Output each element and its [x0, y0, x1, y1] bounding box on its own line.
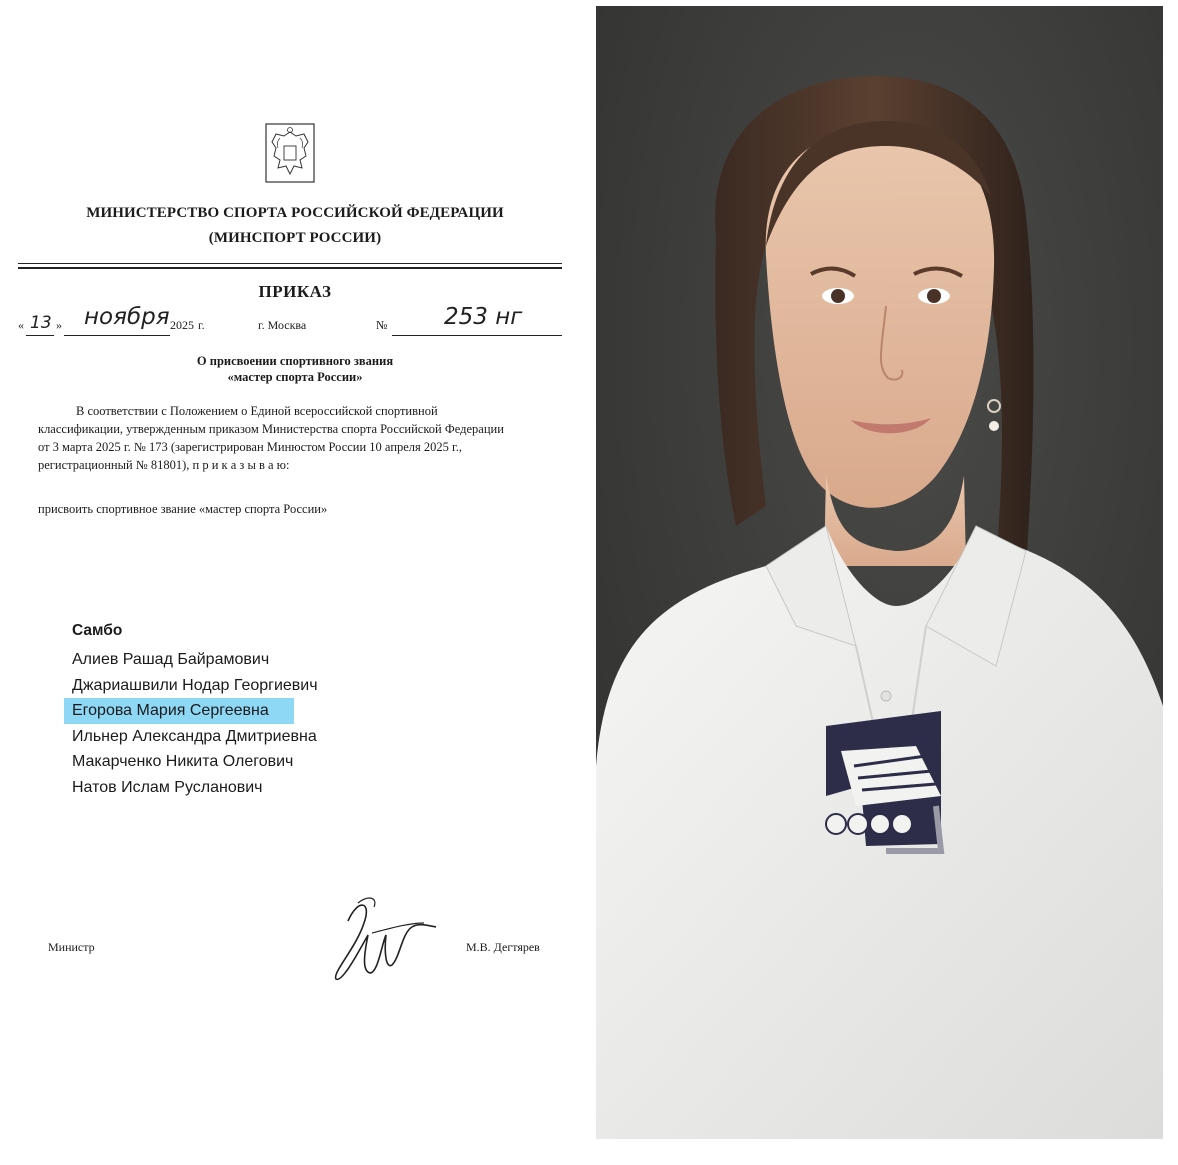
date-day: 13	[30, 313, 52, 333]
athlete-name: Джариашвили Нодар Георгиевич	[72, 676, 318, 694]
minister-label: Министр	[48, 940, 95, 954]
minister-signature	[328, 893, 440, 983]
athlete-name: Макарченко Никита Олегович	[72, 753, 294, 771]
order-city: г. Москва	[258, 318, 307, 332]
header-divider-thick	[18, 267, 562, 269]
athlete-name: Ильнер Александра Дмитриевна	[72, 727, 317, 745]
preamble-line: регистрационный № 81801), п р и к а з ы в а ю:	[38, 458, 290, 472]
avangard-logo-icon	[826, 711, 941, 851]
signer-name: М.В. Дегтярев	[466, 940, 540, 954]
preamble-line: В соответствии с Положением о Единой всероссийской спортивной	[76, 404, 438, 418]
order-subject	[0, 353, 590, 385]
athlete-portrait-photo	[596, 6, 1163, 1139]
preamble-line: классификации, утвержденным приказом Министерства спорта Российской Федерации	[38, 422, 504, 436]
header-divider	[18, 263, 562, 264]
athlete-name: Алиев Рашад Байрамович	[72, 651, 270, 668]
athlete-name: Натов Ислам Русланович	[72, 778, 263, 796]
athlete-list	[72, 647, 318, 801]
ministry-name: МИНИСТЕРСТВО СПОРТА РОССИЙСКОЙ ФЕДЕРАЦИИ	[86, 205, 504, 221]
date-year: 2025	[170, 318, 194, 332]
assign-text: присвоить спортивное звание «мастер спорта России»	[38, 502, 328, 516]
date-year-suffix: г.	[198, 318, 205, 332]
order-number: 253 нг	[444, 304, 523, 330]
order-date-line	[0, 304, 590, 340]
subject-line: О присвоении спортивного звания	[196, 354, 394, 368]
athlete-name-highlighted: Егорова Мария Сергеевна	[64, 698, 294, 724]
date-close-quote: »	[56, 318, 62, 332]
order-preamble	[38, 402, 569, 474]
date-open-quote: «	[18, 318, 24, 332]
subject-line: «мастер спорта России»	[227, 370, 363, 384]
ministry-short-name: (МИНСПОРТ РОССИИ)	[208, 230, 382, 246]
date-month: ноября	[84, 304, 170, 330]
russian-coat-of-arms-icon	[262, 122, 318, 186]
preamble-line: от 3 марта 2025 г. № 173 (зарегистрирован Минюстом России 10 апреля 2025 г.,	[38, 440, 463, 454]
sport-heading: Самбо	[72, 622, 123, 639]
order-number-label: №	[376, 318, 388, 332]
order-title: ПРИКАЗ	[258, 282, 332, 301]
